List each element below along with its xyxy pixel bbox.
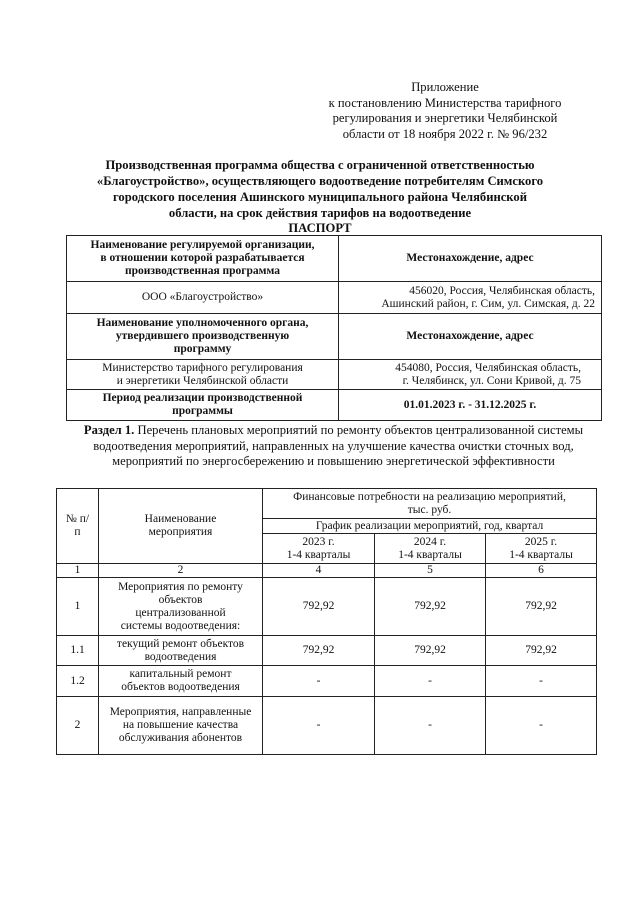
org-address-line: 456020, Россия, Челябинская область, xyxy=(409,284,595,297)
row-value-2025: - xyxy=(486,697,597,755)
row-value-2024: 792,92 xyxy=(375,636,486,666)
row-value-2024: 792,92 xyxy=(375,578,486,636)
location-header: Местонахождение, адрес xyxy=(406,252,534,264)
row-num: 1.2 xyxy=(57,666,99,697)
col-schedule-header xyxy=(263,519,597,534)
year-header xyxy=(375,534,486,564)
row-value-2023: 792,92 xyxy=(263,578,375,636)
appendix-note xyxy=(290,80,600,142)
row-value-2023: 792,92 xyxy=(263,636,375,666)
row-value-2025: 792,92 xyxy=(486,578,597,636)
appendix-line: к постановлению Министерства тарифного xyxy=(328,95,562,110)
index-cell: 2 xyxy=(99,564,263,578)
authority-name-line: и энергетики Челябинской области xyxy=(116,374,289,387)
row-value-2025: 792,92 xyxy=(486,636,597,666)
col-name-label: Наименование мероприятия xyxy=(144,513,217,538)
col-num-label: № п/п xyxy=(65,513,90,538)
table-row xyxy=(57,697,597,755)
section-label: Раздел 1. xyxy=(83,423,135,437)
org-name: ООО «Благоустройство» xyxy=(141,291,264,303)
row-value-2023: - xyxy=(263,666,375,697)
index-cell: 5 xyxy=(375,564,486,578)
table-row xyxy=(57,666,597,697)
index-cell: 4 xyxy=(263,564,375,578)
period-value-cell xyxy=(339,390,602,421)
index-cell: 1 xyxy=(57,564,99,578)
year-header xyxy=(486,534,597,564)
year-label: 2024 г. xyxy=(413,535,447,548)
row-value-2025: - xyxy=(486,666,597,697)
org-header-cell xyxy=(67,236,339,282)
row-name: Мероприятия по ремонту объектов централизованной системы водоотведения: xyxy=(99,578,263,636)
authority-address-line: г. Челябинск, ул. Сони Кривой, д. 75 xyxy=(402,374,581,387)
row-value-2024: - xyxy=(375,666,486,697)
org-header: Наименование регулируемой организации, в отношении которой разрабатывается производственная программа xyxy=(90,239,315,277)
title-line: городского поселения Ашинского муниципального района Челябинской xyxy=(113,190,527,204)
authority-header-cell xyxy=(67,314,339,360)
authority-address-line: 454080, Россия, Челябинская область, xyxy=(395,361,581,374)
title-line: Производственная программа общества с ограниченной ответственностью xyxy=(105,158,535,172)
authority-header: Наименование уполномоченного органа, утвердившего производственную программу xyxy=(96,317,309,355)
passport-heading: ПАСПОРТ xyxy=(288,221,352,235)
title-line: области, на срок действия тарифов на водоотведение xyxy=(168,206,472,220)
passport-table xyxy=(66,235,602,421)
year-header xyxy=(263,534,375,564)
row-num: 1 xyxy=(57,578,99,636)
index-cell: 6 xyxy=(486,564,597,578)
quarter-label: 1-4 кварталы xyxy=(286,548,351,561)
authority-location-header-cell xyxy=(339,314,602,360)
row-name: капитальный ремонт объектов водоотведения xyxy=(99,666,263,697)
section-text: Перечень плановых мероприятий по ремонту объектов централизованной системы водоотведения мероприятий, направленных на улучшение качества очистки сточных вод, мероприятий по энергосбережению и повышению энергетической эффективности xyxy=(93,423,584,468)
period-value: 01.01.2023 г. - 31.12.2025 г. xyxy=(403,398,537,411)
row-name: текущий ремонт объектов водоотведения xyxy=(99,636,263,666)
row-num: 1.1 xyxy=(57,636,99,666)
quarter-label: 1-4 кварталы xyxy=(509,548,573,561)
col-finance-header xyxy=(263,489,597,519)
col-name-header xyxy=(99,489,263,564)
appendix-line: регулирования и энергетики Челябинской xyxy=(332,111,558,125)
authority-address-cell xyxy=(339,360,602,390)
period-header-cell xyxy=(67,390,339,421)
row-num: 2 xyxy=(57,697,99,755)
quarter-label: 1-4 кварталы xyxy=(398,548,462,561)
year-label: 2023 г. xyxy=(302,535,335,548)
authority-name-cell xyxy=(67,360,339,390)
section-title xyxy=(66,423,601,470)
authority-location-header: Местонахождение, адрес xyxy=(406,330,534,342)
org-address-cell xyxy=(339,282,602,314)
col-schedule-label: График реализации мероприятий, год, квартал xyxy=(315,519,544,532)
title-line: «Благоустройство», осуществляющего водоотведение потребителям Симского xyxy=(96,174,544,188)
org-name-cell xyxy=(67,282,339,314)
document-title xyxy=(70,157,570,221)
authority-name-line: Министерство тарифного регулирования xyxy=(102,361,303,374)
location-header-cell xyxy=(339,236,602,282)
appendix-line: области от 18 ноября 2022 г. № 96/232 xyxy=(342,126,548,141)
year-label: 2025 г. xyxy=(524,535,558,548)
col-num-header xyxy=(57,489,99,564)
period-header: Период реализации производственной программы xyxy=(102,392,303,417)
col-finance-label: Финансовые потребности на реализацию мероприятий, тыс. руб. xyxy=(293,490,566,516)
table-row xyxy=(57,578,597,636)
row-value-2024: - xyxy=(375,697,486,755)
table-row xyxy=(57,636,597,666)
appendix-line: Приложение xyxy=(411,80,479,94)
row-value-2023: - xyxy=(263,697,375,755)
measures-table xyxy=(56,488,597,755)
row-name: Мероприятия, направленные на повышение качества обслуживания абонентов xyxy=(99,697,263,755)
org-address-line: Ашинский район, г. Сим, ул. Симская, д. 22 xyxy=(381,297,595,310)
